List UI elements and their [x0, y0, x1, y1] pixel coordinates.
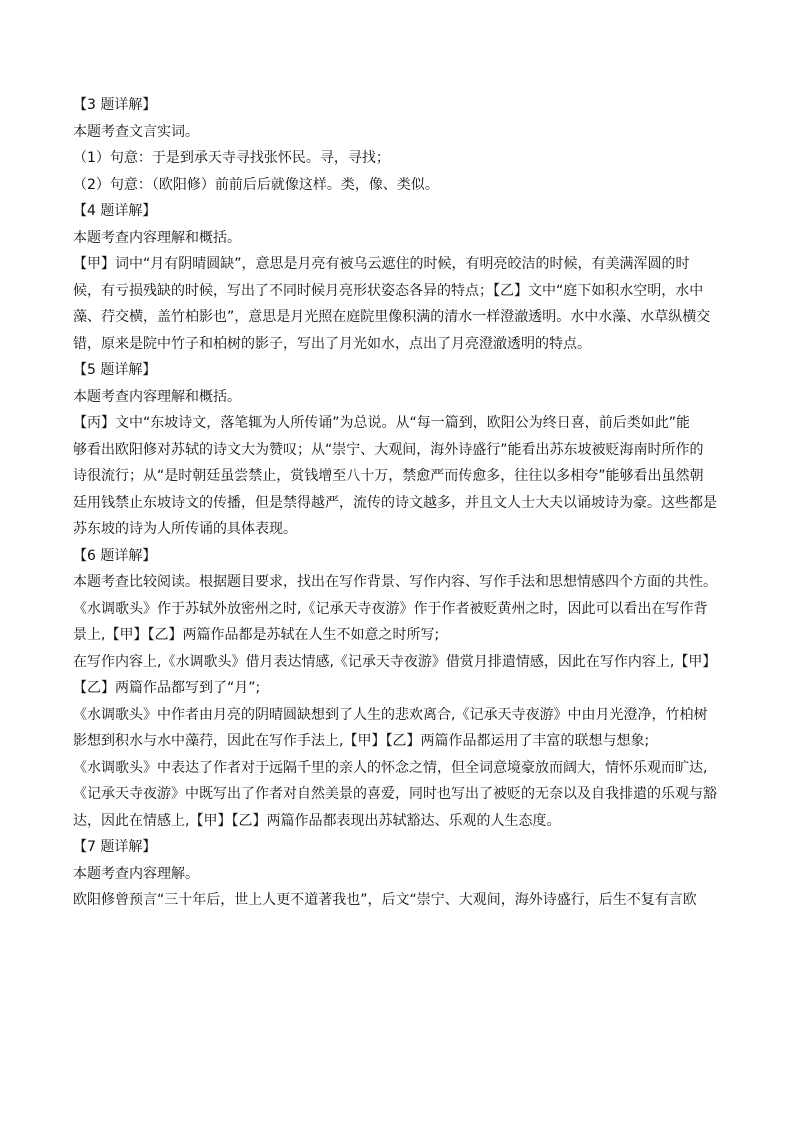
- paragraph-line: 够看出欧阳修对苏轼的诗文大为赞叹；从“崇宁、大观间，海外诗盛行”能看出苏东坡被贬海南时所作的: [73, 441, 704, 458]
- paragraph-line: 景上,【甲】【乙】两篇作品都是苏轼在人生不如意之时所写;: [73, 627, 440, 643]
- paragraph-line: （2）句意：（欧阳修）前前后后就像这样。类，像、类似。: [73, 176, 439, 193]
- paragraph-line: 【甲】词中“月有阴晴圆缺”，意思是月亮有被乌云遮住的时候，有明亮皎洁的时候，有美满浑圆的时: [73, 256, 690, 272]
- section-heading-q3: 【3 题详解】: [73, 97, 157, 113]
- paragraph-line: 候，有亏损残缺的时候，写出了不同时候月亮形状姿态各异的特点；【乙】文中“庭下如积水空明，水中: [73, 282, 704, 299]
- paragraph-line: 达，因此在情感上,【甲】【乙】两篇作品都表现出苏轼豁达、乐观的人生态度。: [73, 812, 561, 829]
- paragraph-line: 诗很流行；从“是时朝廷虽尝禁止，赏钱增至八十万，禁愈严而传愈多，往往以多相夸”能够看出虽然朝: [73, 468, 704, 484]
- section-heading-q4: 【4 题详解】: [73, 203, 157, 219]
- paragraph-line: 在写作内容上,《水调歌头》借月表达情感,《记承天寺夜游》借赏月排遣情感，因此在写作内容上,【甲】: [73, 653, 717, 670]
- paragraph-line: 欧阳修曾预言“三十年后，世上人更不道著我也”，后文“崇宁、大观间，海外诗盛行，后生不复有言欧: [73, 892, 697, 908]
- paragraph-line: 【丙】文中“东坡诗文，落笔辄为人所传诵”为总说。从“每一篇到，欧阳公为终日喜，前后类如此”能: [73, 415, 691, 431]
- paragraph-line: 本题考查内容理解和概括。: [73, 229, 241, 246]
- paragraph-line: 本题考查内容理解和概括。: [73, 388, 241, 405]
- paragraph-line: 《记承天寺夜游》中既写出了作者对自然美景的喜爱，同时也写出了被贬的无奈以及自我排遣的乐观与豁: [73, 786, 717, 802]
- paragraph-line: （1）句意：于是到承天寺寻找张怀民。寻，寻找；: [73, 150, 390, 166]
- paragraph-line: 《水调歌头》中表达了作者对于远隔千里的亲人的怀念之情，但全词意境豪放而阔大，情怀乐观而旷达,: [73, 759, 708, 776]
- paragraph-line: 本题考查文言实词。: [73, 123, 199, 140]
- section-heading-q7: 【7 题详解】: [73, 839, 157, 855]
- paragraph-line: 苏东坡的诗为人所传诵的具体表现。: [73, 521, 297, 537]
- section-heading-q5: 【5 题详解】: [73, 362, 157, 378]
- paragraph-line: 廷用钱禁止东坡诗文的传播，但是禁得越严，流传的诗文越多，并且文人士大夫以诵坡诗为豪。这些都是: [73, 494, 717, 511]
- paragraph-line: 本题考查比较阅读。根据题目要求，找出在写作背景、写作内容、写作手法和思想情感四个方面的共性。: [73, 574, 717, 590]
- paragraph-line: 藻、荇交横，盖竹柏影也”，意思是月光照在庭院里像积满的清水一样澄澈透明。水中水藻、水草纵横交: [73, 309, 711, 325]
- paragraph-line: 【乙】两篇作品都写到了“月”;: [73, 680, 261, 696]
- paragraph-line: 错，原来是院中竹子和柏树的影子，写出了月光如水，点出了月亮澄澈透明的特点。: [73, 335, 591, 352]
- paragraph-line: 《水调歌头》作于苏轼外放密州之时,《记承天寺夜游》作于作者被贬黄州之时，因此可以看出在写作背: [73, 600, 708, 617]
- paragraph-line: 影想到积水与水中藻荇，因此在写作手法上,【甲】【乙】两篇作品都运用了丰富的联想与想象;: [73, 733, 650, 749]
- paragraph-line: 《水调歌头》中作者由月亮的阴晴圆缺想到了人生的悲欢离合,《记承天寺夜游》中由月光澄净，竹柏树: [73, 706, 708, 723]
- document-body: [73, 92, 723, 914]
- paragraph-line: 本题考查内容理解。: [73, 865, 199, 882]
- section-heading-q6: 【6 题详解】: [73, 547, 157, 564]
